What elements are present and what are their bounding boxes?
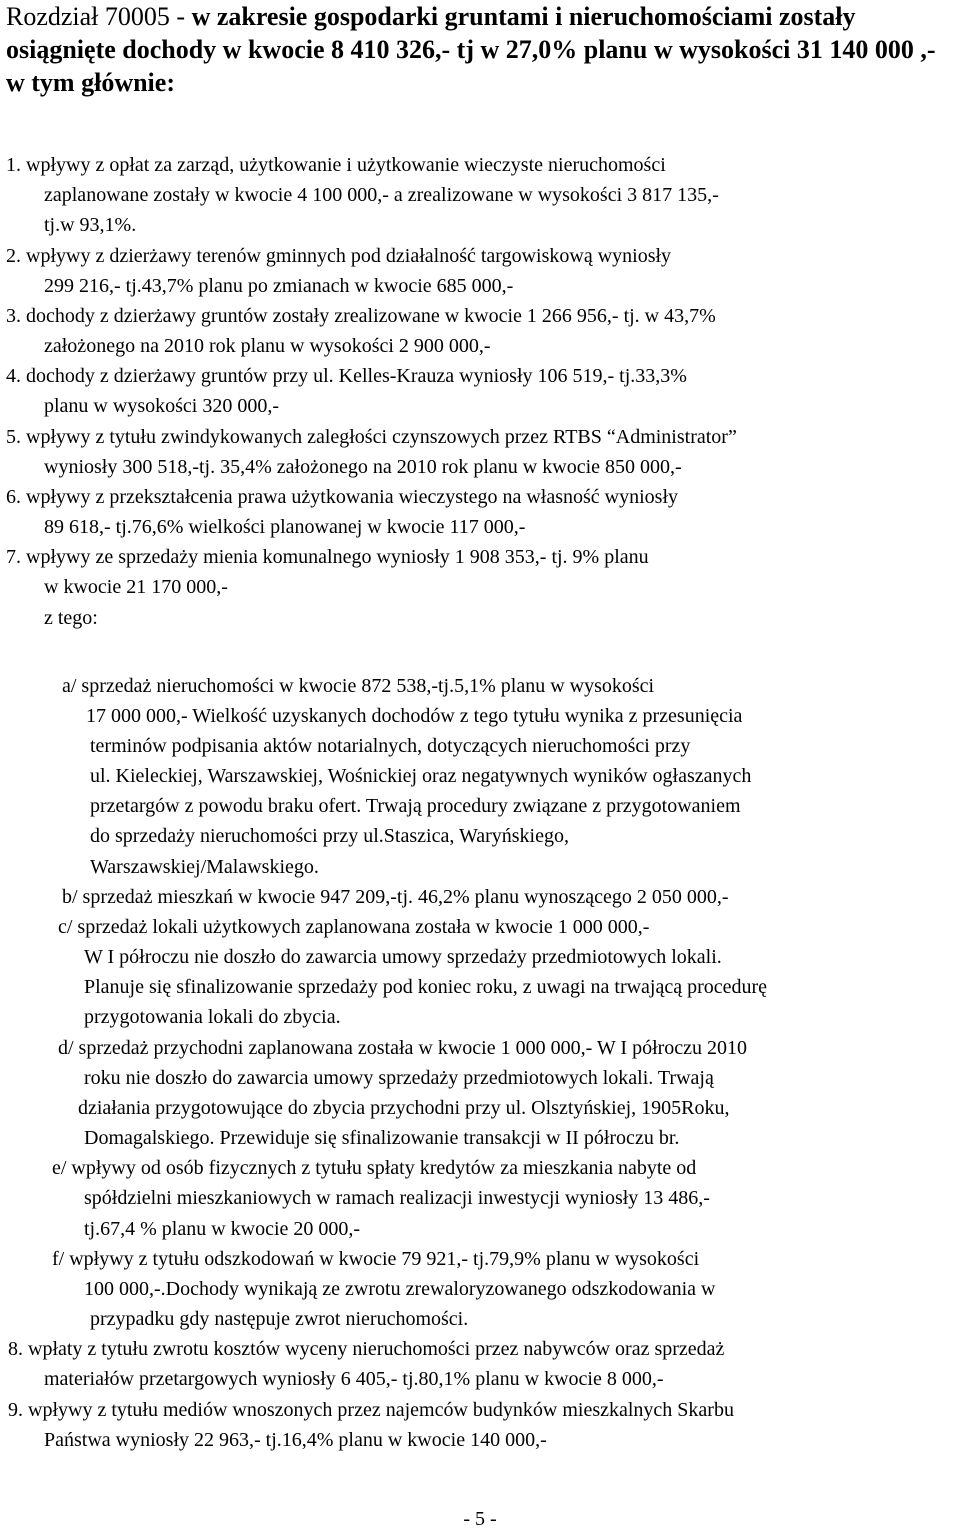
text-line: działania przygotowujące do zbycia przychodni przy ul. Olsztyńskiej, 1905Roku, [78,1097,730,1119]
text-line: zaplanowane zostały w kwocie 4 100 000,- a zrealizowane w wysokości 3 817 135,- [44,184,719,206]
heading-prefix: Rozdział 70005 - [6,2,192,31]
heading-bold-text: w zakresie gospodarki gruntami i nieruchomościami zostały osiągnięte dochody w kwocie 8 410 326,- tj w 27,0% planu w wysokości 31 140 000 ,- w tym głównie: [6,2,936,97]
text-line: Domagalskiego. Przewiduje się sfinalizowanie transakcji w II półroczu br. [84,1127,680,1149]
text-line: 7. wpływy ze sprzedaży mienia komunalnego wyniosły 1 908 353,- tj. 9% planu [6,546,649,568]
text-line: W I półroczu nie doszło do zawarcia umowy sprzedaży przedmiotowych lokali. [84,946,722,968]
section-heading [6,0,956,99]
text-line: roku nie doszło do zawarcia umowy sprzedaży przedmiotowych lokali. Trwają [84,1067,714,1089]
text-line: terminów podpisania aktów notarialnych, dotyczących nieruchomości przy [90,735,691,757]
text-line: 100 000,-.Dochody wynikają ze zwrotu zrewaloryzowanego odszkodowania w [84,1278,716,1300]
text-line: planu w wysokości 320 000,- [44,395,279,417]
text-line: z tego: [44,607,98,629]
text-line: 3. dochody z dzierżawy gruntów zostały zrealizowane w kwocie 1 266 956,- tj. w 43,7% [6,305,716,327]
text-line: f/ wpływy z tytułu odszkodowań w kwocie 79 921,- tj.79,9% planu w wysokości [52,1248,700,1270]
text-line: tj.67,4 % planu w kwocie 20 000,- [84,1218,361,1240]
text-line: 2. wpływy z dzierżawy terenów gminnych pod działalność targowiskową wyniosły [6,245,672,267]
text-line: przygotowania lokali do zbycia. [84,1006,341,1028]
text-line: przypadku gdy następuje zwrot nieruchomości. [90,1308,469,1330]
text-line: spółdzielni mieszkaniowych w ramach realizacji inwestycji wyniosły 13 486,- [84,1187,710,1209]
text-line: 5. wpływy z tytułu zwindykowanych zaległości czynszowych przez RTBS “Administrator” [6,426,737,448]
text-line: ul. Kieleckiej, Warszawskiej, Wośnickiej oraz negatywnych wyników ogłaszanych [90,765,752,787]
text-line: 17 000 000,- Wielkość uzyskanych dochodów z tego tytułu wynika z przesunięcia [86,705,743,727]
text-line: materiałów przetargowych wyniosły 6 405,- tj.80,1% planu w kwocie 8 000,- [44,1368,664,1390]
text-line: założonego na 2010 rok planu w wysokości 2 900 000,- [44,335,491,357]
text-line: a/ sprzedaż nieruchomości w kwocie 872 538,-tj.5,1% planu w wysokości [62,675,655,697]
page-number: - 5 - [463,1508,497,1530]
text-line: d/ sprzedaż przychodni zaplanowana została w kwocie 1 000 000,- W I półroczu 2010 [58,1037,748,1059]
text-line: 6. wpływy z przekształcenia prawa użytkowania wieczystego na własność wyniosły [6,486,679,508]
text-line: 9. wpływy z tytułu mediów wnoszonych przez najemców budynków mieszkalnych Skarbu [8,1399,734,1421]
text-line: w kwocie 21 170 000,- [44,576,228,598]
text-line: do sprzedaży nieruchomości przy ul.Staszica, Waryńskiego, [90,825,569,847]
text-line: 89 618,- tj.76,6% wielkości planowanej w kwocie 117 000,- [44,516,526,538]
text-line: Warszawskiej/Malawskiego. [90,856,319,878]
text-line: Planuje się sfinalizowanie sprzedaży pod koniec roku, z uwagi na trwającą procedurę [84,976,768,998]
text-line: 8. wpłaty z tytułu zwrotu kosztów wyceny nieruchomości przez nabywców oraz sprzedaż [8,1338,725,1360]
text-line: wyniosły 300 518,-tj. 35,4% założonego na 2010 rok planu w kwocie 850 000,- [44,456,682,478]
text-line: 1. wpływy z opłat za zarząd, użytkowanie i użytkowanie wieczyste nieruchomości [6,154,666,176]
text-line: Państwa wyniosły 22 963,- tj.16,4% planu w kwocie 140 000,- [44,1429,547,1451]
text-line: 4. dochody z dzierżawy gruntów przy ul. Kelles-Krauza wyniosły 106 519,- tj.33,3% [6,365,687,387]
text-line: przetargów z powodu braku ofert. Trwają procedury związane z przygotowaniem [90,795,741,817]
text-line: c/ sprzedaż lokali użytkowych zaplanowana została w kwocie 1 000 000,- [58,916,650,938]
text-line: b/ sprzedaż mieszkań w kwocie 947 209,-tj. 46,2% planu wynoszącego 2 050 000,- [62,886,729,908]
text-line: e/ wpływy od osób fizycznych z tytułu spłaty kredytów za mieszkania nabyte od [52,1157,697,1179]
text-line: tj.w 93,1%. [44,214,137,236]
text-line: 299 216,- tj.43,7% planu po zmianach w kwocie 685 000,- [44,275,514,297]
